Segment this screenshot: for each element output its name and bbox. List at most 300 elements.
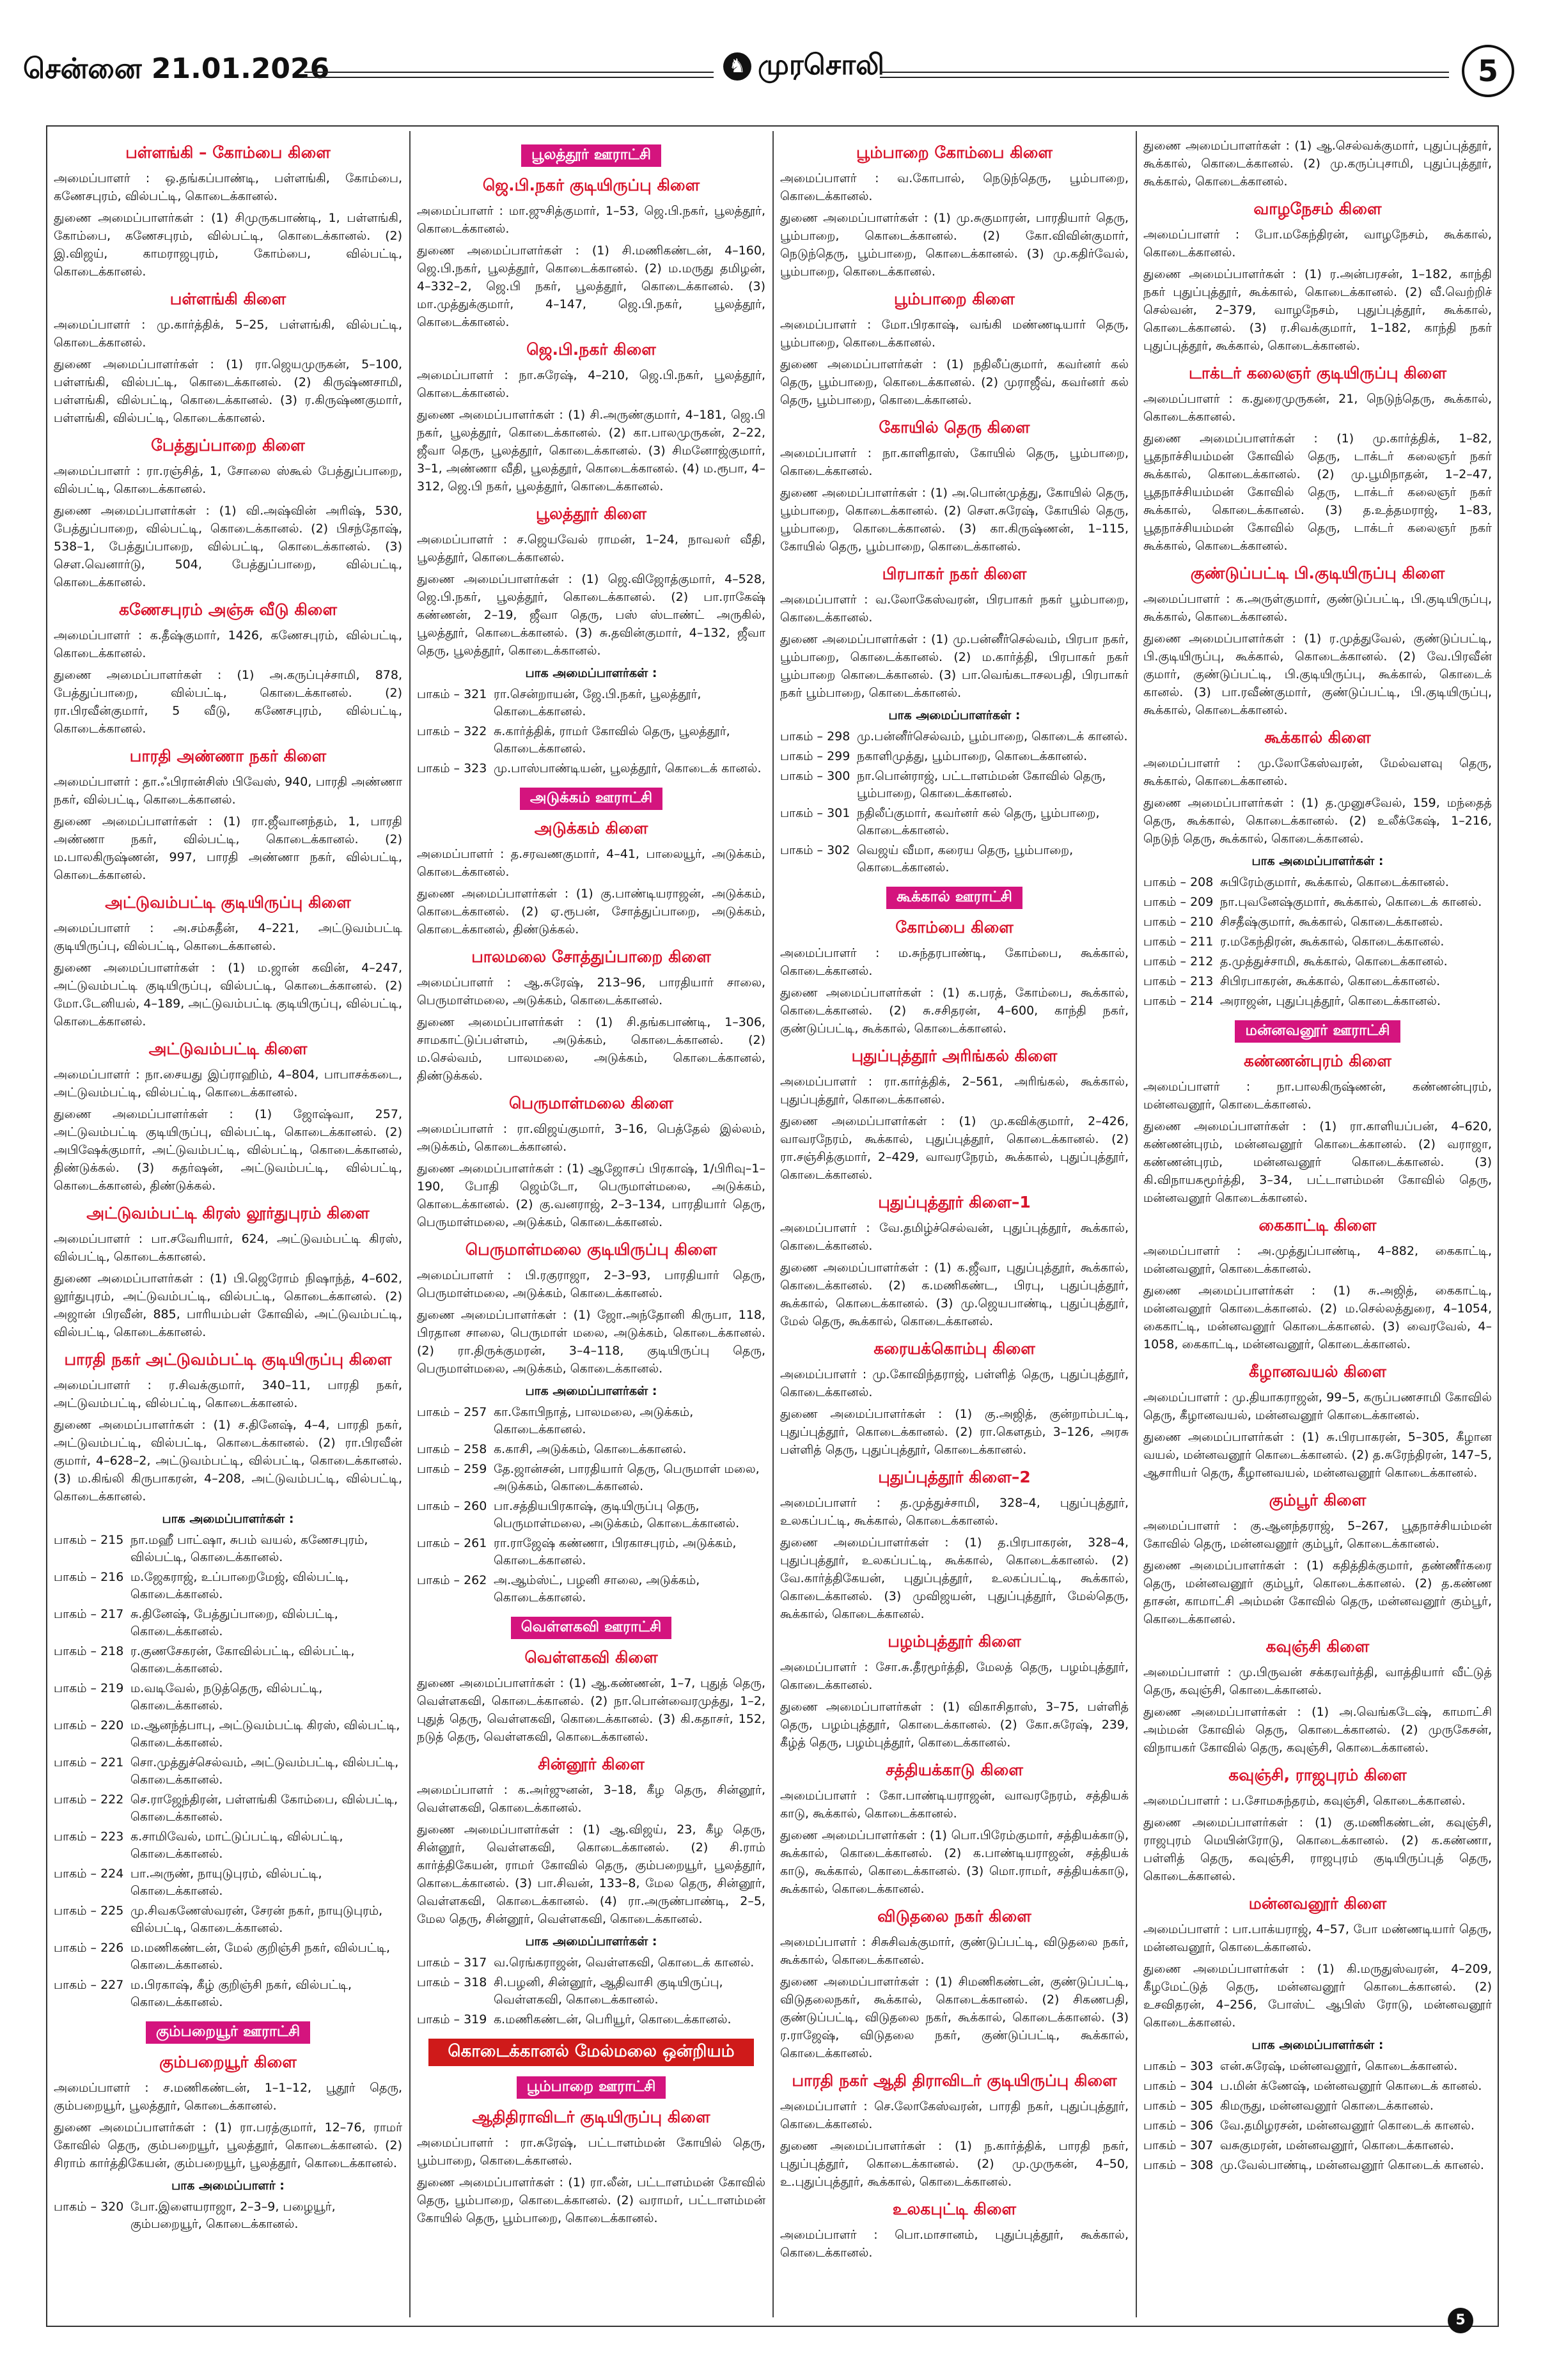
union-banner — [417, 2039, 765, 2066]
ward-row — [1143, 874, 1492, 891]
branch-section — [54, 2021, 402, 2044]
branch-title: சின்னூர் கிளை — [538, 1755, 645, 1773]
branch-title: மன்னவனூர் கிளை — [1248, 1894, 1387, 1913]
office-bearer-entry: அமைப்பாளர் : ம.சுந்தரபாண்டி, கோம்பை, கூக்கால், கொடைக்கானல். — [780, 946, 1129, 978]
office-bearer-entry: அமைப்பாளர் : க.அருள்குமார், குண்டுப்பட்டி, பி.குடியிருப்பு, கூக்கால், கொடைக்கானல். — [1143, 592, 1492, 624]
ward-organiser: சி.பழனி, சின்னூர், ஆதிவாசி குடியிருப்பு, வெள்ளகவி, கொடைக்கானல். — [494, 1975, 723, 2007]
ward-number: பாகம் – 261 — [417, 1536, 487, 1550]
ward-number: பாகம் – 227 — [54, 1978, 124, 1992]
branch-title: அட்டுவம்பட்டி குடியிருப்பு கிளை — [105, 893, 351, 912]
branch-title: விடுதலை நகர் கிளை — [877, 1907, 1031, 1925]
branch-title: கும்பூர் கிளை — [1269, 1491, 1367, 1509]
branch-section — [1143, 1894, 1492, 2032]
office-bearer-entry: அமைப்பாளர் : பொ.மாசானம், புதுப்புத்தூர், கூக்கால், கொடைக்கானல். — [780, 2228, 1129, 2260]
branch-title: பாரதி அண்ணா நகர் கிளை — [129, 747, 327, 765]
branch-section — [780, 1761, 1129, 1898]
ward-row — [1143, 973, 1492, 990]
branch-title: அடுக்கம் கிளை — [534, 819, 648, 837]
branch-section — [780, 564, 1129, 702]
logo-emblem-icon: ♞ — [723, 52, 751, 81]
branch-title: பள்ளங்கி கிளை — [169, 290, 286, 308]
office-bearer-entry: துணை அமைப்பாளர்கள் : (1) கதித்திக்குமார், தண்ணீர்கரை தெரு, மன்னவனூர் கும்பூர், கொடைக்கானல். (2) த.கண்ண தாசன், காமாட்சி அம்மன் கோவில் தெரு, மன்னவனூர் கும்பூர், கொடைக்கானல். — [1143, 1559, 1492, 1626]
branch-title: பெருமாள்மலை குடியிருப்பு கிளை — [465, 1240, 717, 1259]
masthead — [23, 46, 1519, 104]
branch-section — [417, 2108, 765, 2227]
office-bearer-entry: துணை அமைப்பாளர்கள் : (1) க.ஜீவா, புதுப்புத்தூர், கூக்கால், கொடைக்கானல். (2) க.மணிகண்ட, பிரபு, புதுப்புத்தூர், கூக்கால், கொடைக்கானல். (3) மு.ஜெயபாண்டி, புதுப்புத்தூர், மேல் தெரு, கூக்கால், கொடைக்கானல். — [780, 1261, 1129, 1328]
branch-section — [1143, 1052, 1492, 1207]
ward-number: பாகம் – 323 — [417, 761, 487, 775]
panchayat-banner — [417, 144, 765, 167]
ward-row — [54, 1940, 402, 1974]
office-bearer-entry: அமைப்பாளர் : ச.மணிகண்டன், 1–1–12, பூதூர் தெரு, கும்பறையூர், பூலத்தூர், கொடைக்கானல். — [54, 2081, 402, 2113]
branch-section — [54, 747, 402, 884]
branch-section — [417, 504, 765, 660]
ward-row — [417, 1404, 765, 1438]
office-bearer-entry: அமைப்பாளர் : த.சரவணகுமார், 4–41, பாலையூர், அடுக்கம், கொடைக்கானல். — [417, 847, 765, 879]
branch-section — [417, 1240, 765, 1378]
branch-title: உலகபுட்டி கிளை — [892, 2200, 1017, 2218]
office-bearer-entry: அமைப்பாளர் : கு.ஆனந்தராஜ், 5–267, பூதநாச்சியம்மன் கோவில் தெரு, மன்னவனூர் கும்பூர், கொடைக்கானல். — [1143, 1519, 1492, 1551]
office-bearer-entry: துணை அமைப்பாளர்கள் : (1) மு.பன்னீர்செல்வம், பிரபா நகர், பூம்பாறை, கொடைக்கானல். (2) ம.கார்த்தி, பிரபாகர் நகர் பூம்பாறை கொடைக்கானல். (3) பா.வெங்கடாசலபதி, பிரபாகர் நகர் பூம்பாறை, கொடைக்கானல். — [780, 632, 1129, 700]
office-bearer-entry: துணை அமைப்பாளர்கள் : (1) ந.கார்த்திக், பாரதி நகர், புதுப்புத்தூர், கொடைக்கானல். (2) மு.முருகன், 4–50, உ.புதுப்புத்தூர், கூக்கால், கொடைக்கானல். — [780, 2139, 1129, 2189]
ward-number: பாகம் – 306 — [1143, 2119, 1214, 2133]
ward-heading: பாக அமைப்பாளர்கள் : — [162, 1512, 294, 1526]
office-bearer-entry: அமைப்பாளர் : கோ.பாண்டியராஜன், வாவரநேரம், சத்தியக் காடு, கூக்கால், கொடைக்கானல். — [780, 1789, 1129, 1821]
branch-title: ஜெ.பி.நகர் கிளை — [526, 340, 656, 359]
branch-title: கணேசபுரம் அஞ்சு வீடு கிளை — [118, 600, 338, 619]
ward-organiser: ம.ஆனந்த்பாபு, அட்டுவம்பட்டி கிரஸ், வில்பட்டி, கொடைக்கானல். — [130, 1718, 400, 1750]
ward-number: பாகம் – 219 — [54, 1681, 124, 1695]
ward-number: பாகம் – 259 — [417, 1462, 487, 1476]
branch-title: குண்டுப்பட்டி பி.குடியிருப்பு கிளை — [1190, 564, 1445, 582]
ward-organiser: ரா.ராஜேஷ் கண்ணா, பிரகாசபுரம், அடுக்கம், கொடைக்கானல். — [494, 1536, 737, 1567]
branch-section — [417, 176, 765, 331]
branch-section — [417, 2039, 765, 2066]
branch-section — [417, 947, 765, 1085]
ward-organiser: நகாளிமுத்து, பூம்பாறை, கொடைக்கானல். — [857, 749, 1088, 763]
branch-section — [1143, 2038, 1492, 2174]
branch-title: பழம்புத்தூர் கிளை — [888, 1632, 1021, 1651]
ward-row — [417, 686, 765, 720]
ward-row — [780, 805, 1129, 839]
masthead-rule-right — [880, 72, 1449, 78]
office-bearer-entry: துணை அமைப்பாளர்கள் : (1) ரா.ஜெயமுருகன், 5–100, பள்ளங்கி, வில்பட்டி, கொடைக்கானல். (2) கிருஷ்ணசாமி, பள்ளங்கி, வில்பட்டி, கொடைக்கானல். (3) ர.கிருஷ்ணகுமார், பள்ளங்கி, வில்பட்டி, கொடைக்கானல். — [54, 357, 402, 425]
ward-number: பாகம் – 218 — [54, 1644, 124, 1658]
branch-title: அட்டுவம்பட்டி கிரஸ் லூர்துபுரம் கிளை — [86, 1204, 370, 1222]
panchayat-banner — [1143, 1020, 1492, 1043]
ward-number: பாகம் – 321 — [417, 687, 487, 701]
branch-section — [417, 1755, 765, 1928]
ward-number: பாகம் – 319 — [417, 2012, 487, 2026]
ward-row — [417, 1498, 765, 1532]
ward-number: பாகம் – 222 — [54, 1793, 124, 1807]
branch-title: பிரபாகர் நகர் கிளை — [882, 564, 1027, 583]
branch-title: பேத்துப்பாறை கிளை — [151, 436, 305, 455]
ward-row — [54, 1606, 402, 1640]
ward-row — [54, 1902, 402, 1937]
ward-organiser: ம.பிரகாஷ், கீழ் குறிஞ்சி நகர், வில்பட்டி, கொடைக்கானல். — [130, 1978, 352, 2009]
office-bearer-entry: அமைப்பாளர் : ரா.கார்த்திக், 2–561, அரிங்கல், கூக்கால், புதுப்புத்தூர், கொடைக்கானல். — [780, 1075, 1129, 1107]
branch-section — [1143, 1766, 1492, 1885]
branch-title: கரையக்கொம்பு கிளை — [873, 1339, 1035, 1358]
ward-row — [417, 760, 765, 777]
office-bearer-entry: அமைப்பாளர் : நா.சுரேஷ், 4–210, ஜெ.பி.நகர், பூலத்தூர், கொடைக்கானல். — [417, 368, 765, 400]
branch-section — [54, 1350, 402, 1505]
newspaper-logo — [723, 49, 884, 85]
ward-heading: பாக அமைப்பாளர்கள் : — [1251, 2038, 1384, 2052]
office-bearer-entry: அமைப்பாளர் : மு.கோவிந்தராஜ், பள்ளித் தெரு, புதுப்புத்தூர், கொடைக்கானல். — [780, 1367, 1129, 1399]
branch-title: ஜெ.பி.நகர் குடியிருப்பு கிளை — [482, 176, 700, 194]
column-3 — [780, 134, 1129, 2314]
office-bearer-entry: துணை அமைப்பாளர்கள் : (1) சிமுருகபாண்டி, 1, பள்ளங்கி, கோம்பை, கணேசபுரம், வில்பட்டி, கொடைக்கானல். (2) இ.விஜய், காமராஜபுரம், கோம்பை, வில்பட்டி, கொடைக்கானல். — [54, 211, 402, 279]
branch-title: பூலத்தூர் கிளை — [536, 504, 646, 523]
office-bearer-entry: அமைப்பாளர் : நா.பாலகிருஷ்ணன், கண்ணன்புரம், மன்னவனூர், கொடைக்கானல். — [1143, 1080, 1492, 1112]
ward-number: பாகம் – 301 — [780, 806, 850, 820]
ward-organiser: நா.மஹீ பாட்ஷா, சுபம் வயல், கணேசபுரம், வில்பட்டி, கொடைக்கானல். — [130, 1533, 368, 1564]
branch-section — [1143, 564, 1492, 719]
branch-title: பாலமலை சோத்துப்பாறை கிளை — [471, 947, 711, 966]
office-bearer-entry: துணை அமைப்பாளர்கள் : (1) வி.அஷ்வின் அரிஷ், 530, பேத்துப்பாறை, வில்பட்டி, கொடைக்கானல். (2) பிசந்தோஷ், 538–1, பேத்துப்பாறை, வில்பட்டி, கொடைக்கானல். (3) செள.வெனார்டு, 504, பேத்துப்பாறை, வில்பட்டி, கொடைக்கானல். — [54, 504, 402, 589]
ward-organiser: மு.வேல்பாண்டி, மன்னவனூர் கொடைக் கானல். — [1220, 2158, 1484, 2172]
panchayat-banner-label: பூலத்தூர் ஊராட்சி — [521, 144, 661, 167]
ward-row — [1143, 894, 1492, 911]
ward-row — [54, 1865, 402, 1900]
branch-title: கண்ணன்புரம் கிளை — [1244, 1052, 1391, 1070]
ward-number: பாகம் – 216 — [54, 1570, 124, 1584]
office-bearer-entry: துணை அமைப்பாளர்கள் : (1) ஜோஷ்வா, 257, அட்டுவம்பட்டி குடியிருப்பு, வில்பட்டி, கொடைக்கானல். (2) அபிஷேக்குமார், அட்டுவம்பட்டி, வில்பட்டி, கொடைக்கானல், திண்டுக்கல். (3) சுதர்ஷன், அட்டுவம்பட்டி, வில்பட்டி, கொடைக்கானல், திண்டுக்கல். — [54, 1107, 402, 1193]
office-bearer-entry: துணை அமைப்பாளர்கள் : (1) ஜெ.விஜோத்குமார், 4–528, ஜெ.பி.நகர், பூலத்தூர், கொடைக்கானல். (2) பா.ராகேஷ் கண்ணன், 2–19, ஜீவா தெரு, பஸ் ஸ்டாண்ட் அருகில், பூலத்தூர், கொடைக்கானல். (3) சு.தவின்குமார், 4–132, ஜீவா தெரு, பூலத்தூர், கொடைக்கானல். — [417, 572, 765, 658]
office-bearer-entry: அமைப்பாளர் : பா.சவேரியார், 624, அட்டுவம்பட்டி கிரஸ், வில்பட்டி, கொடைக்கானல். — [54, 1232, 402, 1264]
ward-heading: பாக அமைப்பாளர்கள் : — [1251, 854, 1384, 868]
ward-organiser: என்.சுரேஷ், மன்னவனூர், கொடைக்கானல். — [1220, 2059, 1458, 2073]
ward-row — [1143, 2117, 1492, 2135]
branch-section — [54, 1512, 402, 2011]
union-banner-label: கொடைக்கானல் மேல்மலை ஒன்றியம் — [428, 2039, 753, 2066]
ward-row — [417, 1954, 765, 1972]
ward-number: பாகம் – 208 — [1143, 875, 1214, 889]
ward-organiser: வெஜய் வீமா, கரைய தெரு, பூம்பாறை, கொடைக்கானல். — [857, 843, 1074, 875]
panchayat-banner — [417, 2076, 765, 2099]
ward-organiser: சிசதீஷ்குமார், கூக்கால், கொடைக்கானல். — [1220, 915, 1443, 929]
column-2 — [417, 134, 765, 2314]
office-bearer-entry: அமைப்பாளர் : நா.காளிதாஸ், கோயில் தெரு, பூம்பாறை, கொடைக்கானல். — [780, 446, 1129, 478]
panchayat-banner — [54, 2021, 402, 2044]
ward-organiser: செ.ராஜேந்திரன், பள்ளங்கி கோம்பை, வில்பட்டி, கொடைக்கானல். — [130, 1793, 398, 1824]
ward-number: பாகம் – 257 — [417, 1405, 487, 1419]
ward-organiser: கிமருது, மன்னவனூர் கொடைக்கானல். — [1220, 2099, 1434, 2113]
ward-number: பாகம் – 213 — [1143, 974, 1214, 988]
ward-organiser: சு.தினேஷ், பேத்துப்பாறை, வில்பட்டி, கொடைக்கானல். — [130, 1607, 338, 1638]
office-bearer-entry: அமைப்பாளர் : அ.சம்சுதீன், 4–221, அட்டுவம்பட்டி குடியிருப்பு, வில்பட்டி, கொடைக்கானல். — [54, 921, 402, 953]
ward-number: பாகம் – 260 — [417, 1499, 487, 1513]
column-4 — [1143, 134, 1492, 2314]
ward-organiser: போ.இளையராஜா, 2–3–9, பழையூர், கும்பறையூர், கொடைக்கானல். — [130, 2200, 336, 2231]
ward-organiser: தே.ஜான்சன், பாரதியார் தெரு, பெருமாள் மலை, அடுக்கம், கொடைக்கானல். — [494, 1462, 760, 1493]
branch-section — [1143, 728, 1492, 848]
office-bearer-entry: துணை அமைப்பாளர்கள் : (1) ர.முத்துவேல், குண்டுப்பட்டி, பி.குடியிருப்பு, கூக்கால், கொடைக்கானல். (2) வே.பிரவீன் குமார், குண்டுப்பட்டி, பி.குடியிருப்பு, கூக்கால், கொடைக் கானல். (3) பா.ரவீண்குமார், குண்டுப்பட்டி, பி.குடியிருப்பு, கூக்கால், கொடைக்கானல். — [1143, 632, 1492, 717]
ward-organiser: சு.கார்த்திக், ராமர் கோவில் தெரு, பூலத்தூர், கொடைக்கானல். — [494, 724, 730, 756]
ward-number: பாகம் – 318 — [417, 1975, 487, 1989]
branch-section — [1143, 1491, 1492, 1628]
branch-section — [417, 788, 765, 810]
ward-number: பாகம் – 308 — [1143, 2158, 1214, 2172]
office-bearer-entry: அமைப்பாளர் : மா.ஜுசித்குமார், 1–53, ஜெ.பி.நகர், பூலத்தூர், கொடைக்கானல். — [417, 204, 765, 236]
office-bearer-entry: அமைப்பாளர் : ப.சோமசுந்தரம், கவுஞ்சி, கொடைக்கானல். — [1143, 1794, 1466, 1808]
office-bearer-entry: அமைப்பாளர் : க.தீஷ்குமார், 1426, கணேசபுரம், வில்பட்டி, கொடைக்கானல். — [54, 628, 402, 660]
ward-organiser: சுபிரேம்குமார், கூக்கால், கொடைக்கானல். — [1220, 875, 1449, 889]
branch-section — [54, 1204, 402, 1341]
ward-row — [54, 1569, 402, 1603]
panchayat-banner — [417, 1617, 765, 1639]
branch-section — [54, 2179, 402, 2233]
ward-row — [1143, 2157, 1492, 2174]
branch-section — [780, 918, 1129, 1038]
office-bearer-entry: துணை அமைப்பாளர்கள் : (1) கி.மருதுஸ்வரன், 4–209, கீழமேட்டுத் தெரு, மன்னவனூர் கொடைக்கானல். (2) உசவிதரன், 4–256, போஸ்ட் ஆபிஸ் ரோடு, மன்னவனூர் கொடைக்கானல். — [1143, 1962, 1492, 2030]
branch-title: பூம்பாறை கோம்பை கிளை — [856, 143, 1053, 162]
office-bearer-entry: அமைப்பாளர் : பி.ரகுராஜா, 2–3–93, பாரதியார் தெரு, பெருமாள்மலை, அடுக்கம், கொடைக்கானல். — [417, 1268, 765, 1300]
ward-row — [1143, 2137, 1492, 2154]
office-bearer-entry: துணை அமைப்பாளர்கள் : (1) ஜோ.அந்தோனி கிருபா, 118, பிரதான சாலை, பெருமாள் மலை, அடுக்கம், கொடைக்கானல். (2) ரா.திருக்குமரன், 3–4–118, குடியிருப்பு தெரு, பெருமாள்மலை, அடுக்கம், கொடைக்கானல். — [417, 1308, 765, 1376]
branch-title: புதுப்புத்தூர் கிளை–1 — [878, 1193, 1031, 1211]
ward-row — [1143, 914, 1492, 931]
office-bearer-entry: அமைப்பாளர் : ரா.ரஞ்சித், 1, சோலை ஸ்கூல் பேத்துப்பாறை, வில்பட்டி, கொடைக்கானல். — [54, 464, 402, 496]
branch-section — [54, 290, 402, 427]
office-bearer-entry: துணை அமைப்பாளர்கள் : (1) ம.ஜான் கவின், 4–247, அட்டுவம்பட்டி குடியிருப்பு, வில்பட்டி, கொடைக்கானல். (2) மோ.டேனியல், 4–189, அட்டுவம்பட்டி குடியிருப்பு, வில்பட்டி, கொடைக்கானல். — [54, 961, 402, 1029]
office-bearer-entry: துணை அமைப்பாளர்கள் : (1) ஆ.கண்ணன், 1–7, புதுத் தெரு, வெள்ளகவி, கொடைக்கானல். (2) நா.பொன்வைரமுத்து, 1–2, புதுத் தெரு, வெள்ளகவி, கொடைக்கானல். (3) கி.கதாசர், 152, நடுத் தெரு, வெள்ளகவி, கொடைக்கானல். — [417, 1676, 765, 1744]
office-bearer-entry: துணை அமைப்பாளர்கள் : (1) ரா.பரத்குமார், 12–76, ராமர் கோவில் தெரு, கும்பறையூர், பூலத்தூர், கொடைக்கானல். (2) சிராம் கார்த்திகேயன், கும்பறையூர், பூலத்தூர், கொடைக்கானல். — [54, 2120, 402, 2170]
ward-number: பாகம் – 320 — [54, 2200, 124, 2214]
ward-row — [417, 1461, 765, 1495]
office-bearer-entry: அமைப்பாளர் : மு.லோகேஸ்வரன், மேல்வளவு தெரு, கூக்கால், கொடைக்கானல். — [1143, 756, 1492, 788]
office-bearer-entry: அமைப்பாளர் : பா.பாக்யராஜ், 4–57, போ மண்ணடியார் தெரு, மன்னவனூர், கொடைக்கானல். — [1143, 1922, 1492, 1954]
ward-organiser: வ.ரெங்கராஜன், வெள்ளகவி, கொடைக் கானல். — [494, 1956, 755, 1970]
branch-section — [54, 600, 402, 738]
ward-organiser: மு.பன்னீர்செல்வம், பூம்பாறை, கொடைக் கானல். — [857, 729, 1128, 743]
branch-section — [1143, 1216, 1492, 1353]
office-bearer-entry: அமைப்பாளர் : க.துரைமுருகன், 21, நெடுந்தெரு, கூக்கால், கொடைக்கானல். — [1143, 392, 1492, 424]
office-bearer-entry: துணை அமைப்பாளர்கள் : (1) கு.பாண்டியராஜன், அடுக்கம், கொடைக்கானல். (2) ஏ.ரூபன், சோத்துப்பாறை, அடுக்கம், கொடைக்கானல், திண்டுக்கல். — [417, 887, 765, 937]
newspaper-name: முரசொலி — [758, 49, 884, 81]
ward-row — [780, 728, 1129, 745]
page-number-badge: 5 — [1462, 45, 1514, 97]
ward-organiser: வே.தமிழரசன், மன்னவனூர் கொடைக் கானல். — [1220, 2119, 1475, 2133]
ward-organiser: ர.மகேந்திரன், கூக்கால், கொடைக்கானல். — [1220, 935, 1445, 949]
branch-section — [417, 1617, 765, 1639]
branch-section — [780, 708, 1129, 876]
ward-row — [54, 1643, 402, 1677]
ward-number: பாகம் – 221 — [54, 1755, 124, 1769]
panchayat-banner — [417, 788, 765, 810]
branch-section — [780, 2071, 1129, 2191]
ward-organiser: பா.அருண், நாயுடுபுரம், வில்பட்டி, கொடைக்கானல். — [130, 1867, 322, 1898]
ward-organiser: க.சாமிவேல், மாட்டுப்பட்டி, வில்பட்டி, கொடைக்கானல். — [130, 1830, 343, 1861]
branch-section — [1143, 1020, 1492, 1043]
ward-organiser: கா.கோபிநாத், பாலமலை, அடுக்கம், கொடைக்கானல். — [494, 1405, 694, 1436]
ward-row — [54, 1532, 402, 1566]
branch-title: கோயில் தெரு கிளை — [879, 418, 1030, 437]
office-bearer-entry: துணை அமைப்பாளர்கள் : (1) கு.அஜித், குன்றாம்பட்டி, புதுப்புத்தூர், கொடைக்கானல். (2) ரா.கௌதம், 3–126, அரசு பள்ளித் தெரு, புதுப்புத்தூர், கொடைக்கானல். — [780, 1407, 1129, 1457]
branch-section — [780, 1193, 1129, 1330]
ward-organiser: நதிலீப்குமார், கவர்னர் கல் தெரு, பூம்பாறை, கொடைக்கானல். — [857, 806, 1100, 837]
ward-row — [780, 768, 1129, 802]
ward-organiser: அ.ஆம்ஸ்ட், பழனி சாலை, அடுக்கம், கொடைக்கானல். — [494, 1573, 700, 1605]
ward-organiser: மு.சிவகணேஸ்வரன், சேரன் நகர், நாயுடுபுரம், வில்பட்டி, கொடைக்கானல். — [130, 1904, 383, 1935]
ward-number: பாகம் – 299 — [780, 749, 850, 763]
branch-section — [780, 1632, 1129, 1752]
ward-number: பாகம் – 302 — [780, 843, 850, 857]
branch-section — [54, 143, 402, 281]
edition-date: சென்னை 21.01.2026 — [23, 52, 330, 85]
panchayat-banner — [780, 887, 1129, 909]
branch-title: ஆதிதிராவிடர் குடியிருப்பு கிளை — [472, 2108, 710, 2126]
ward-row — [1143, 2078, 1492, 2095]
branch-section — [54, 2053, 402, 2172]
branch-title: சத்தியக்காடு கிளை — [886, 1761, 1023, 1779]
ward-number: பாகம் – 223 — [54, 1830, 124, 1844]
branch-title: வெள்ளகவி கிளை — [524, 1648, 658, 1667]
office-bearer-entry: துணை அமைப்பாளர்கள் : (1) சு.பிரபாகரன், 5–305, கீழான வயல், மன்னவனூர் கொடைக்கானல். (2) த.சுரேந்திரன், 147–5, ஆசாரியர் தெரு, கீழானவயல், மன்னவனூர் கொடைக்கானல். — [1143, 1430, 1492, 1480]
branch-title: வாழநேசம் கிளை — [1253, 199, 1382, 218]
office-bearer-entry: அமைப்பாளர் : நா.சையது இப்ராஹிம், 4–804, பாபாசக்கடை, அட்டுவம்பட்டி, வில்பட்டி, கொடைக்கானல். — [54, 1068, 402, 1100]
ward-number: பாகம் – 300 — [780, 769, 850, 783]
office-bearer-entry: துணை அமைப்பாளர்கள் : (1) மு.கார்த்திக், 1–82, பூதநாச்சியம்மன் கோவில் தெரு, டாக்டர் கலைஞர் நகர் கூக்கால், கொடைக்கானல். (2) மு.பூமிநாதன், 1–2–47, பூதநாச்சியம்மன் கோவில் தெரு, டாக்டர் கலைஞர் நகர் கூக்கால், கொடைக்கானல். (3) த.உத்தமராஜ், 1–83, பூதநாச்சியம்மன் கோவில் தெரு, டாக்டர் கலைஞர் நகர் கூக்கால், கொடைக்கானல். — [1143, 432, 1492, 553]
column-divider — [1136, 131, 1137, 2317]
branch-section — [780, 887, 1129, 909]
office-bearer-entry: துணை அமைப்பாளர்கள் : (1) கு.மணிகண்டன், கவுஞ்சி, ராஜபுரம் மெயின்ரோடு, கொடைக்கானல். (2) க.கண்ணா, பள்ளித் தெரு, கவுஞ்சி, ராஜபுரம் குடியிருப்புத் தெரு, கொடைக்கானல். — [1143, 1816, 1492, 1883]
office-bearer-entry: துணை அமைப்பாளர்கள் : (1) ஆ.விஜய், 23, கீழ தெரு, சின்னூர், வெள்ளகவி, கொடைக்கானல். (2) சி.ராம் கார்த்திகேயன், ராமர் கோவில் தெரு, கும்பறையூர், பூலத்தூர், கொடைக்கானல். (3) பா.சிவன், 133–8, மேல தெரு, சின்னூர், வெள்ளகவி, கொடைக்கானல். (4) ரா.அருண்பாண்டி, 2–5, மேல தெரு, சின்னூர், வெள்ளகவி, கொடைக்கானல். — [417, 1823, 765, 1926]
ward-number: பாகம் – 214 — [1143, 994, 1214, 1008]
ward-organiser: ம.வடிவேல், நடுத்தெரு, வில்பட்டி, கொடைக்கானல். — [130, 1681, 323, 1713]
office-bearer-entry: துணை அமைப்பாளர்கள் : (1) மு.கவிக்குமார், 2–426, வாவரநேரம், கூக்கால், புதுப்புத்தூர், கொடைக்கானல். (2) ரா.சஞ்சித்குமார், 2–429, வாவரநேரம், கூக்கால், புதுப்புத்தூர், கொடைக்கானல். — [780, 1114, 1129, 1182]
office-bearer-entry: அமைப்பாளர் : ஆ.சுரேஷ், 213–96, பாரதியார் சாலை, பெருமாள்மலை, அடுக்கம், கொடைக்கானல். — [417, 976, 765, 1007]
ward-number: பாகம் – 209 — [1143, 895, 1214, 909]
office-bearer-entry: துணை அமைப்பாளர்கள் : (1) பொ.பிரேம்குமார், சத்தியக்காடு, கூக்கால், கொடைக்கானல். (2) க.பாண்டியராஜன், சத்தியக் காடு, கூக்கால், கொடைக்கானல். (3) மொ.ராமர், சத்தியக்காடு, கூக்கால், கொடைக்கானல். — [780, 1828, 1129, 1896]
office-bearer-entry: அமைப்பாளர் : மோ.பிரகாஷ், வங்கி மண்ணடியார் தெரு, பூம்பாறை, கொடைக்கானல். — [780, 318, 1129, 350]
ward-number: பாகம் – 212 — [1143, 954, 1214, 968]
ward-row — [417, 1974, 765, 2009]
ward-row — [54, 1791, 402, 1826]
office-bearer-entry: துணை அமைப்பாளர்கள் : (1) த.பிரபாகரன், 328–4, புதுப்புத்தூர், உலகப்பட்டி, கூக்கால், கொடைக்கானல். (2) வே.கார்த்திகேயன், புதுப்புத்தூர், உலகப்பட்டி, கூக்கால், கொடைக்கானல். (3) முவிஜயன், புதுப்புத்தூர், மேல்தெரு, கூக்கால், கொடைக்கானல். — [780, 1536, 1129, 1621]
branch-title: பாரதி நகர் ஆதி திராவிடர் குடியிருப்பு கிளை — [792, 2071, 1117, 2090]
branch-section — [1143, 137, 1492, 191]
ward-heading: பாக அமைப்பாளர்கள் : — [525, 1384, 657, 1398]
office-bearer-entry: அமைப்பாளர் : ரா.விஜய்குமார், 3–16, பெத்தேல் இல்லம், அடுக்கம், கொடைக்கானல். — [417, 1122, 765, 1154]
branch-section — [54, 1039, 402, 1195]
panchayat-banner-label: அடுக்கம் ஊராட்சி — [520, 788, 662, 810]
ward-number: பாகம் – 307 — [1143, 2138, 1214, 2152]
office-bearer-entry: அமைப்பாளர் : வே.தமிழ்ச்செல்வன், புதுப்புத்தூர், கூக்கால், கொடைக்கானல். — [780, 1221, 1129, 1253]
office-bearer-entry: அமைப்பாளர் : சிசுசிவக்குமார், குண்டுப்பட்டி, விடுதலை நகர், கூக்கால், கொடைக்கானல். — [780, 1935, 1129, 1967]
branch-section — [417, 1384, 765, 1606]
ward-row — [780, 748, 1129, 765]
branch-title: புதுப்புத்தூர் அரிங்கல் கிளை — [851, 1046, 1058, 1065]
office-bearer-entry: அமைப்பாளர் : வ.லோகேஸ்வரன், பிரபாகர் நகர் பூம்பாறை, கொடைக்கானல். — [780, 593, 1129, 625]
ward-heading: பாக அமைப்பாளர்கள் : — [525, 1934, 657, 1948]
ward-row — [1143, 2097, 1492, 2115]
office-bearer-entry: துணை அமைப்பாளர்கள் : (1) சிமணிகண்டன், குண்டுப்பட்டி, விடுதலைநகர், கூக்கால், கொடைக்கானல். (2) சிகணபதி, குண்டுப்பட்டி, விடுதலை நகர், கூக்கால், கொடைக்கானல். (3) ர.ராஜேஷ், விடுதலை நகர், குண்டுப்பட்டி, கூக்கால், கொடைக்கானல். — [780, 1975, 1129, 2060]
branch-title: டாக்டர் கலைஞர் குடியிருப்பு கிளை — [1188, 364, 1447, 382]
branch-title: கைகாட்டி கிளை — [1258, 1216, 1377, 1234]
office-bearer-entry: துணை அமைப்பாளர்கள் : (1) ஆஜோசப் பிரகாஷ், 1/பிரிவு–1–190, போதி ஜெம்டோ, பெருமாள்மலை, அடுக்கம், கொடைக்கானல். (2) கு.வனராஜ், 2–3–134, பாரதியார் தெரு, பெருமாள்மலை, அடுக்கம், கொடைக்கானல். — [417, 1162, 765, 1229]
ward-organiser: பா.சத்தியபிரகாஷ், குடியிருப்பு தெரு, பெருமாள்மலை, அடுக்கம், கொடைக்கானல். — [494, 1499, 740, 1530]
office-bearer-entry: அமைப்பாளர் : மு.பிருவன் சக்கரவர்த்தி, வாத்தியார் வீட்டுத் தெரு, கவுஞ்சி, கொடைக்கானல். — [1143, 1665, 1492, 1697]
ward-number: பாகம் – 224 — [54, 1867, 124, 1881]
branch-title: பள்ளங்கி – கோம்பை கிளை — [125, 143, 331, 162]
ward-row — [54, 1828, 402, 1863]
office-bearer-entry: துணை அமைப்பாளர்கள் : (1) விகாசிதாஸ், 3–75, பள்ளித் தெரு, பழம்புத்தூர், கொடைக்கானல். (2) கோ.சுரேஷ், 239, கீழ்த் தெரு, பழம்புத்தூர், கொடைக்கானல். — [780, 1700, 1129, 1750]
ward-organiser: மு.பாஸ்பாண்டியன், பூலத்தூர், கொடைக் கானல். — [494, 761, 762, 775]
ward-organiser: ரா.சென்றாயன், ஜே.பி.நகர், பூலத்தூர், கொடைக்கானல். — [494, 687, 701, 719]
office-bearer-entry: துணை அமைப்பாளர்கள் : (1) அ.வெங்கடேஷ், காமாட்சி அம்மன் கோவில் தெரு, கொடைக்கானல். (2) முருகேசன், விநாயகர் கோவில் தெரு, கவுஞ்சி, கொடைக்கானல். — [1143, 1705, 1492, 1755]
branch-section — [417, 2076, 765, 2099]
office-bearer-entry: அமைப்பாளர் : வ.கோபால், நெடுந்தெரு, பூம்பாறை, கொடைக்கானல். — [780, 171, 1129, 203]
ward-number: பாகம் – 304 — [1143, 2079, 1214, 2093]
ward-row — [417, 1572, 765, 1606]
branch-section — [417, 144, 765, 167]
ward-organiser: நா.புவனேஷ்குமார், கூக்கால், கொடைக் கானல். — [1220, 895, 1482, 909]
ward-heading: பாக அமைப்பாளர்கள் : — [888, 708, 1021, 722]
office-bearer-entry: துணை அமைப்பாளர்கள் : (1) அ.கருப்புச்சாமி, 878, பேத்துப்பாறை, வில்பட்டி, கொடைக்கானல். (2) ரா.பிரவீன்குமார், 5 வீடு, கணேசபுரம், வில்பட்டி, கொடைக்கானல். — [54, 668, 402, 736]
ward-row — [780, 842, 1129, 876]
ward-organiser: அராஜன், புதுப்புத்தூர், கொடைக்கானல். — [1220, 994, 1441, 1008]
panchayat-banner-label: கூக்கால் ஊராட்சி — [886, 887, 1022, 909]
branch-title: கீழானவயல் கிளை — [1249, 1362, 1386, 1381]
ward-row — [54, 1717, 402, 1752]
office-bearer-entry: துணை அமைப்பாளர்கள் : (1) பி.ஜெரோம் நிஷாந்த், 4–602, லூர்துபுரம், அட்டுவம்பட்டி, வில்பட்டி, கொடைக்கானல். (2) அஜான் பிரவீன், 885, பாரியம்பள் கோவில், அட்டுவம்பட்டி, வில்பட்டி, கொடைக்கானல். — [54, 1272, 402, 1339]
office-bearer-entry: துணை அமைப்பாளர்கள் : (1) ஆ.செல்வக்குமார், புதுப்புத்தூர், கூக்கால், கொடைக்கானல். (2) மு.கருப்புசாமி, புதுப்புத்தூர், கூக்கால், கொடைக்கானல். — [1143, 139, 1492, 189]
ward-organiser: நா.பொன்ராஜ், பட்டாளம்மன் கோவில் தெரு, பூம்பாறை, கொடைக்கானல். — [857, 769, 1106, 800]
branch-section — [1143, 1362, 1492, 1482]
branch-title: பூம்பாறை கிளை — [893, 290, 1015, 308]
office-bearer-entry: துணை அமைப்பாளர்கள் : (1) ர.அன்பரசன், 1–182, காந்தி நகர் புதுப்புத்தூர், கூக்கால், கொடைக்கானல். (2) வீ.வெற்றிச் செல்வன், 2–379, வாழநேசம், புதுப்புத்தூர், கூக்கால், கொடைக்கானல். (3) ர.சிவக்குமார், 1–182, காந்தி நகர் புதுப்புத்தூர், கூக்கால், கொடைக்கானல். — [1143, 267, 1492, 353]
ward-row — [417, 723, 765, 758]
branch-section — [780, 143, 1129, 281]
office-bearer-entry: அமைப்பாளர் : ர.சிவக்குமார், 340–11, பாரதி நகர், அட்டுவம்பட்டி, வில்பட்டி, கொடைக்கானல். — [54, 1378, 402, 1410]
office-bearer-entry: துணை அமைப்பாளர்கள் : (1) அ.பொன்முத்து, கோயில் தெரு, பூம்பாறை, கொடைக்கானல். (2) செள.சுரேஷ், கோயில் தெரு, பூம்பாறை, கொடைக்கானல். (3) கா.கிருஷ்ணன், 1–115, கோயில் தெரு, பூம்பாறை, கொடைக்கானல். — [780, 486, 1129, 554]
ward-number: பாகம் – 317 — [417, 1956, 487, 1970]
office-bearer-entry: துணை அமைப்பாளர்கள் : (1) மு.சுகுமாரன், பாரதியார் தெரு, பூம்பாறை, கொடைக்கானல். (2) கோ.விவின்குமார், நெடுந்தெரு, பூம்பாறை, கொடைக்கானல். (3) மு.கதிர்வேல், பூம்பாறை, கொடைக்கானல். — [780, 211, 1129, 279]
branch-title: கவுஞ்சி கிளை — [1265, 1637, 1370, 1656]
ward-row — [1143, 993, 1492, 1010]
branch-section — [780, 418, 1129, 556]
panchayat-banner-label: கும்பறையூர் ஊராட்சி — [146, 2021, 310, 2044]
masthead-rule-left — [304, 72, 714, 78]
office-bearer-entry: துணை அமைப்பாளர்கள் : (1) ரா.லீன், பட்டாளம்மன் கோவில் தெரு, பூம்பாறை, கொடைக்கானல். (2) வராமர், பட்டாளம்மன் கோயில் தெரு, பூம்பாறை, கொடைக்கானல். — [417, 2175, 765, 2225]
ward-row — [54, 1977, 402, 2011]
ward-organiser: ம.ஜேகராஜ், உப்பாறைமேஜ், வில்பட்டி, கொடைக்கானல். — [130, 1570, 349, 1601]
office-bearer-entry: துணை அமைப்பாளர்கள் : (1) ச.தினேஷ், 4–4, பாரதி நகர், அட்டுவம்பட்டி, வில்பட்டி, கொடைக்கானல். (2) ரா.பிரவீன் குமார், 4–628–2, அட்டுவம்பட்டி, வில்பட்டி, கொடைக்கானல். (3) ம.கிங்லி கிருபாகரன், 4–208, அட்டுவம்பட்டி, வில்பட்டி, கொடைக்கானல். — [54, 1418, 402, 1504]
ward-number: பாகம் – 258 — [417, 1442, 487, 1456]
branch-section — [417, 1648, 765, 1746]
ward-number: பாகம் – 262 — [417, 1573, 487, 1587]
column-divider — [772, 131, 774, 2317]
column-divider — [409, 131, 411, 2317]
office-bearer-entry: அமைப்பாளர் : தா.ஃபிரான்சிஸ் பிவேஸ், 940, பாரதி அண்ணா நகர், வில்பட்டி, கொடைக்கானல். — [54, 775, 402, 807]
office-bearer-entry: துணை அமைப்பாளர்கள் : (1) சி.தங்கபாண்டி, 1–306, சாமகாட்டுப்பள்ளம், அடுக்கம், கொடைக்கானல். (2) ம.செல்வம், பாலமலை, அடுக்கம், கொடைக்கானல், திண்டுக்கல். — [417, 1015, 765, 1083]
branch-section — [54, 436, 402, 591]
branch-title: கவுஞ்சி, ராஜபுரம் கிளை — [1228, 1766, 1407, 1784]
branch-title: புதுப்புத்தூர் கிளை–2 — [878, 1468, 1031, 1486]
ward-number: பாகம் – 220 — [54, 1718, 124, 1732]
office-bearer-entry: அமைப்பாளர் : க.அர்ஜுனன், 3–18, கீழ தெரு, சின்னூர், வெள்ளகவி, கொடைக்கானல். — [417, 1783, 765, 1815]
ward-row — [54, 1754, 402, 1789]
branch-title: பாரதி நகர் அட்டுவம்பட்டி குடியிருப்பு கிளை — [64, 1350, 392, 1369]
branch-section — [780, 1339, 1129, 1459]
office-bearer-entry: அமைப்பாளர் : த.முத்துச்சாமி, 328–4, புதுப்புத்தூர், உலகப்பட்டி, கூக்கால், கொடைக்கானல். — [780, 1496, 1129, 1528]
panchayat-banner-label: வெள்ளகவி ஊராட்சி — [511, 1617, 671, 1639]
office-bearer-entry: அமைப்பாளர் : ச.ஜெயவேல் ராமன், 1–24, நாவலர் வீதி, பூலத்தூர், கொடைக்கானல். — [417, 533, 765, 564]
ward-heading: பாக அமைப்பாளர் : — [171, 2179, 285, 2193]
